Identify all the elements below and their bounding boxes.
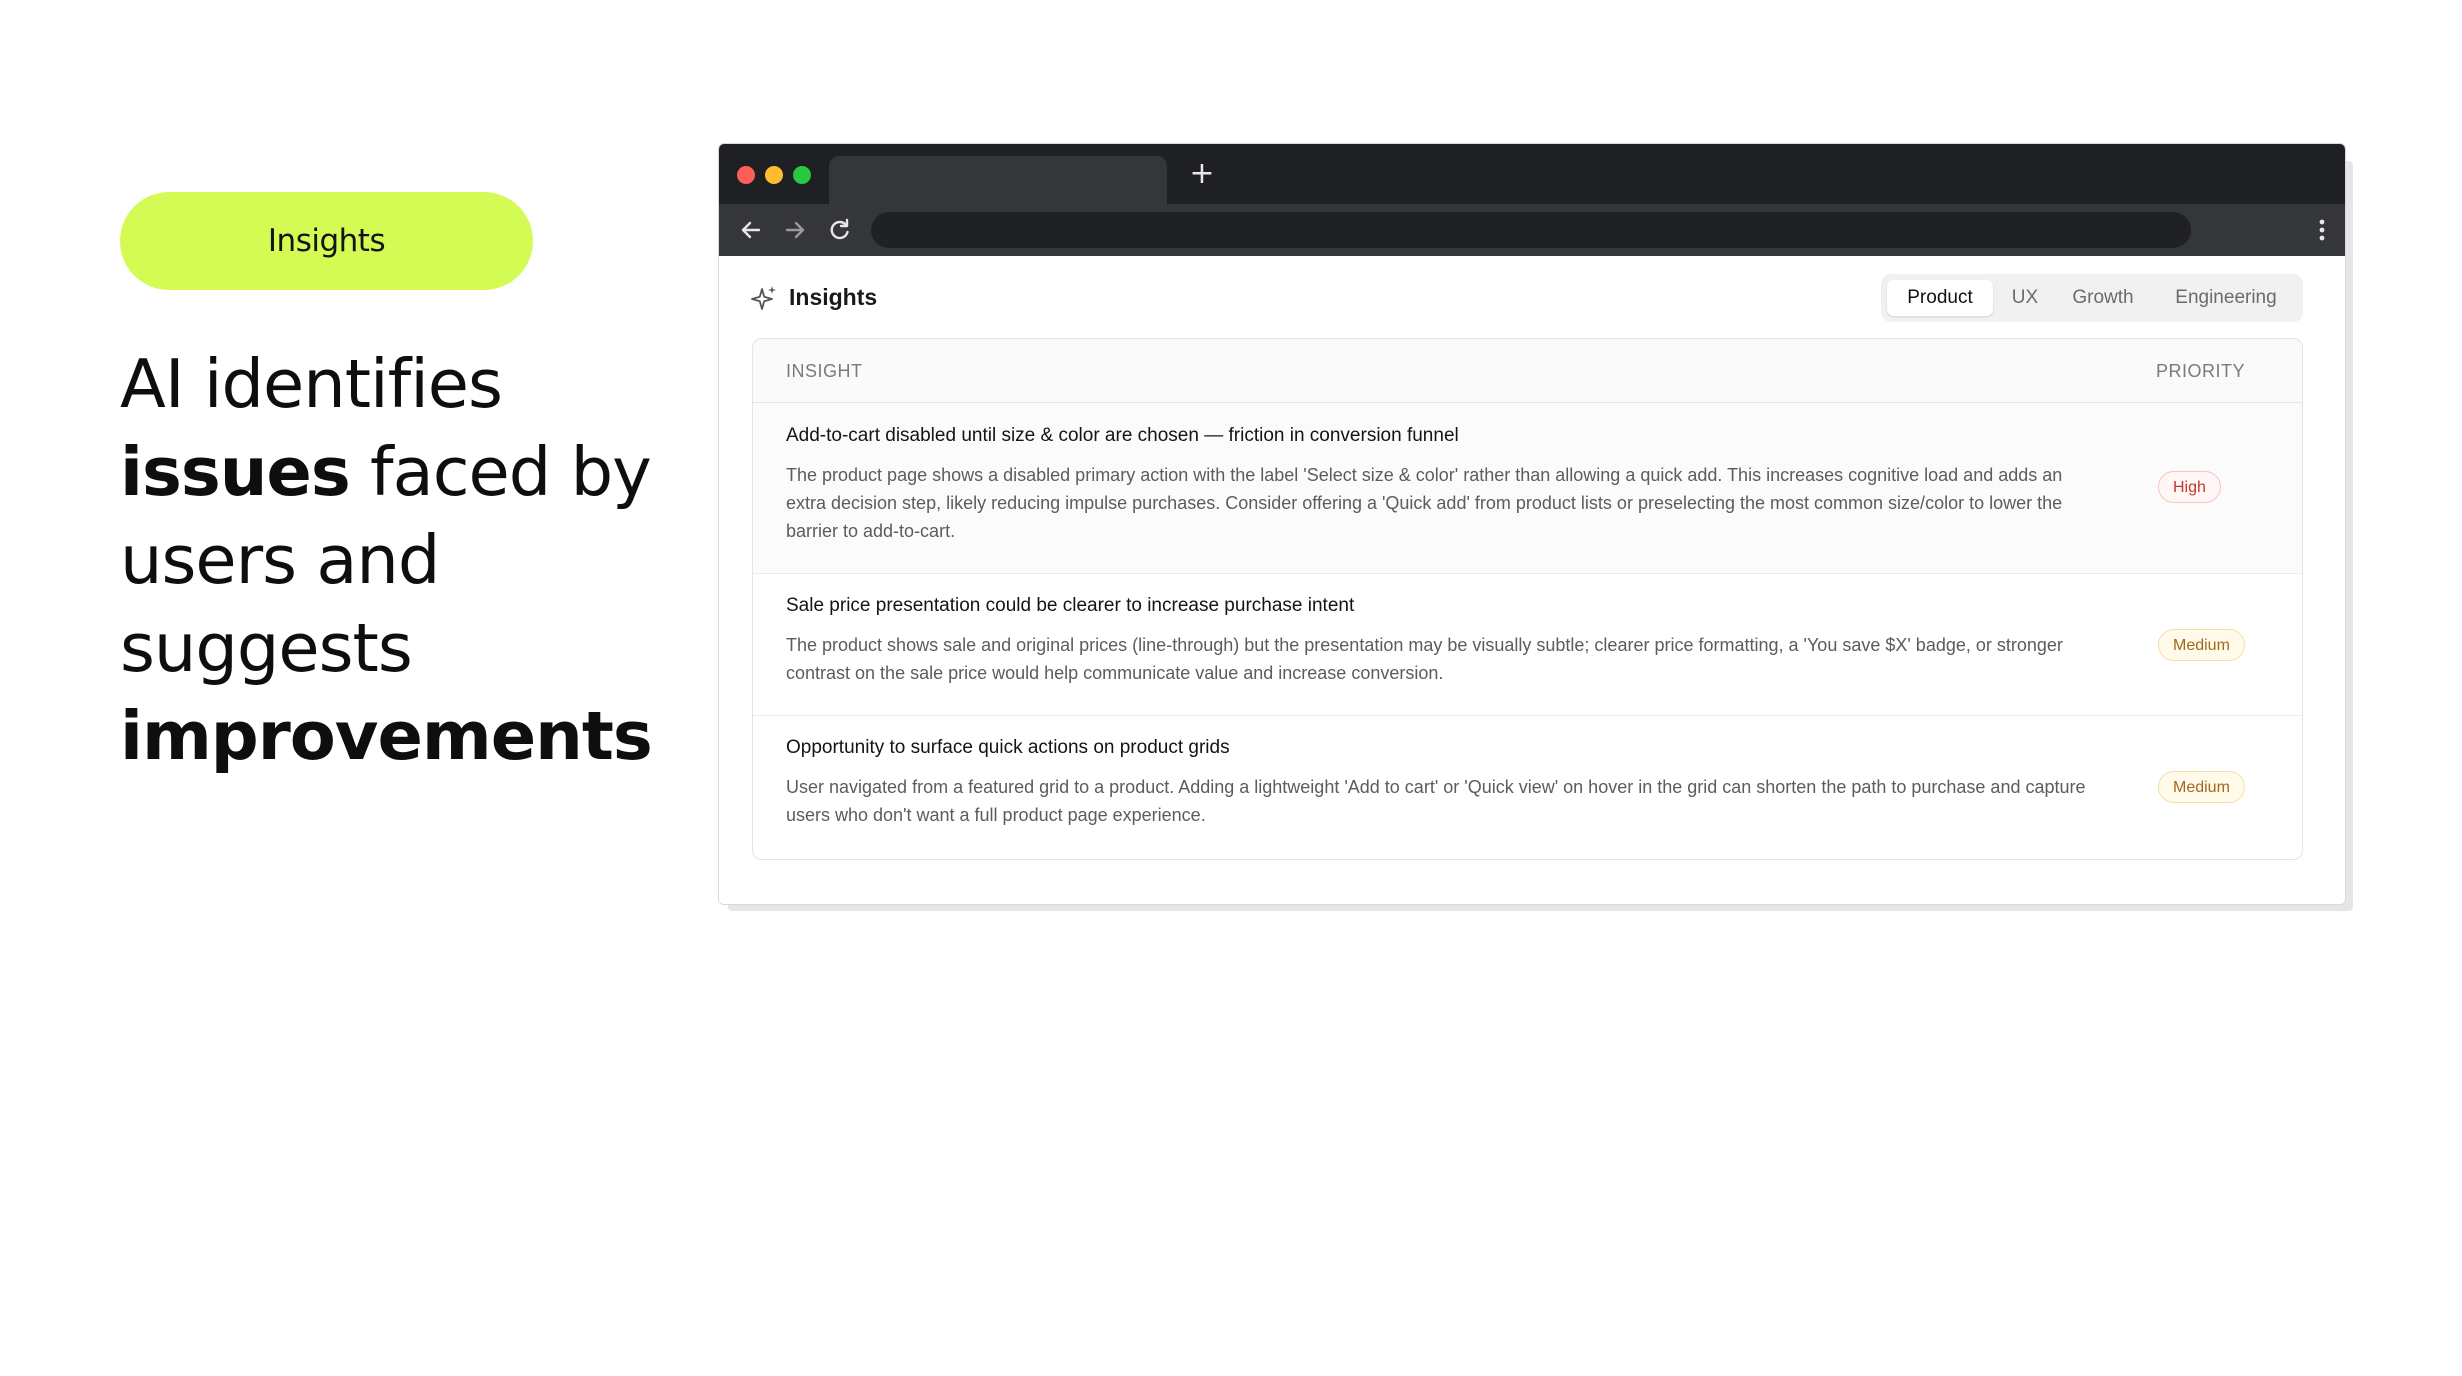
reload-icon[interactable] [825, 216, 853, 244]
close-window-dot[interactable] [737, 166, 755, 184]
insight-title: Sale price presentation could be clearer to increase purchase intent [786, 595, 1355, 616]
headline-bold-issues: issues [120, 433, 350, 511]
maximize-window-dot[interactable] [793, 166, 811, 184]
nav-bar [719, 204, 2345, 256]
browser-window [718, 143, 2346, 905]
address-bar[interactable] [871, 212, 2191, 248]
column-header-insight: INSIGHT [786, 361, 863, 381]
priority-badge-medium: Medium [2158, 771, 2245, 803]
priority-badge-medium: Medium [2158, 629, 2245, 661]
table-row[interactable] [753, 715, 2302, 859]
insights-pill [120, 192, 533, 290]
sparkle-icon [749, 284, 779, 314]
headline-line1: AI identifies [120, 345, 502, 423]
insight-description: The product page shows a disabled primary action with the label 'Select size & color' rather than allowing a quick add. This increases cognitive load and adds an extra decision step, likely reducing impulse purchases. Consider offering a 'Quick add' from product lists or preselecting the most common size/color to lower the barrier to add-to-cart. [786, 465, 2063, 541]
insight-title: Opportunity to surface quick actions on product grids [786, 737, 1230, 758]
table-header [753, 339, 2302, 403]
page-title: Insights [789, 284, 878, 310]
tab-ux[interactable]: UX [2011, 287, 2039, 308]
new-tab-button[interactable]: + [1189, 156, 1215, 191]
kebab-menu-icon[interactable] [2317, 216, 2327, 244]
table-row[interactable] [753, 573, 2302, 716]
headline [120, 340, 680, 780]
headline-bold-improvements: improvements [120, 697, 652, 775]
column-header-priority: PRIORITY [2156, 361, 2246, 381]
headline-rest: faced by users and suggests [120, 433, 651, 687]
page-content [719, 256, 2345, 904]
insight-description: User navigated from a featured grid to a product. Adding a lightweight 'Add to cart' or 'Quick view' on hover in the grid can shorten the path to purchase and capture users who don't want a full product page experience. [786, 777, 2086, 825]
tab-product[interactable]: Product [1887, 280, 1993, 316]
tab-bar [719, 144, 2345, 204]
insight-description: The product shows sale and original prices (line-through) but the presentation may be visually subtle; clearer price formatting, a 'You save $X' badge, or stronger contrast on the sale price would help communicate value and increase conversion. [786, 635, 2063, 683]
priority-badge-high: High [2158, 471, 2221, 503]
tab-engineering[interactable]: Engineering [2175, 287, 2277, 308]
insight-title: Add-to-cart disabled until size & color are chosen — friction in conversion funnel [786, 425, 1459, 446]
tab-growth[interactable]: Growth [2072, 287, 2134, 308]
minimize-window-dot[interactable] [765, 166, 783, 184]
category-tabs [1881, 274, 2303, 322]
forward-arrow-icon[interactable] [781, 216, 809, 244]
insights-table [752, 338, 2303, 860]
pill-label: Insights [267, 223, 386, 259]
back-arrow-icon[interactable] [737, 216, 765, 244]
table-row[interactable] [753, 403, 2302, 574]
browser-tab[interactable] [829, 156, 1167, 204]
